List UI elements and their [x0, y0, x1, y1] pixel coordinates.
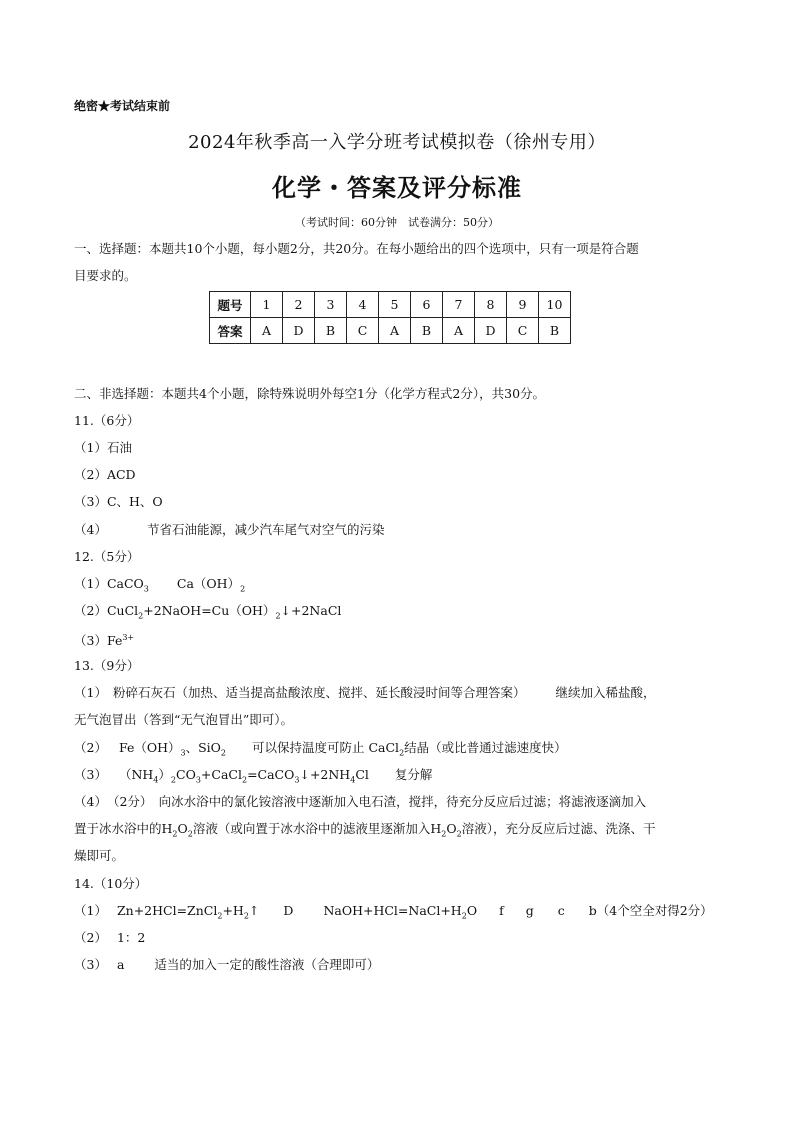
formula-text: ↓+2NaCl	[280, 603, 342, 618]
table-cell: B	[539, 318, 571, 344]
answer-label: （3）	[74, 767, 107, 782]
exam-title: 2024年秋季高一入学分班考试模拟卷（徐州专用）	[188, 132, 606, 153]
subscript: 3	[143, 584, 149, 594]
answer-text: 适当的加入一定的酸性溶液（合理即可）	[154, 957, 380, 972]
formula-text: Fe	[106, 633, 123, 649]
subscript: 2	[243, 911, 249, 921]
subscript: 3	[195, 775, 201, 785]
table-cell: A	[443, 318, 475, 344]
table-row-label: 题号	[210, 292, 251, 318]
q13-answer-2	[74, 740, 567, 762]
answer-text: D	[283, 903, 294, 918]
answer-text: c	[557, 903, 565, 918]
q11-answer-4	[74, 522, 384, 538]
answer-label: （1）	[74, 903, 107, 918]
answer-label: （2）	[74, 740, 107, 755]
formula-text: O	[466, 903, 478, 918]
answer-text: 置于冰水浴中的H	[74, 821, 173, 836]
formula-text: Zn+2HCl=ZnCl	[116, 903, 218, 918]
exam-meta: （考试时间：60分钟 试卷满分：50分）	[295, 216, 499, 229]
answer-text: b（4个空全对得2分）	[588, 903, 713, 918]
formula-text: NaOH+HCl=NaCl+H	[323, 903, 462, 918]
subscript: 2	[170, 775, 176, 785]
table-cell: 10	[539, 292, 571, 318]
answer-text: 复分解	[394, 767, 433, 782]
q13-answer-4-line2	[74, 821, 655, 843]
subscript: 2	[399, 748, 405, 758]
formula-text: 、SiO	[185, 740, 221, 755]
q11-title: 11.（6分）	[74, 413, 140, 428]
table-cell: 7	[443, 292, 475, 318]
answer-label: （3）	[74, 633, 107, 649]
subscript: 4	[350, 775, 356, 785]
document-subtitle: 化学・答案及评分标准	[272, 174, 522, 202]
table-cell: A	[379, 318, 411, 344]
formula-text: ）	[158, 767, 171, 782]
subscript: 3	[294, 775, 300, 785]
answer-text: f	[499, 903, 504, 918]
table-row-label: 答案	[210, 318, 251, 344]
answer-label: （4）	[74, 522, 107, 537]
table-cell: 8	[475, 292, 507, 318]
q11-answer-2: （2）ACD	[74, 467, 136, 482]
subscript: 2	[172, 829, 178, 839]
subscript: 2	[217, 911, 223, 921]
formula-text: CaCO	[106, 576, 144, 591]
answer-text: 粉碎石灰石（加热、适当提高盐酸浓度、搅拌、延长酸浸时间等合理答案）	[112, 685, 526, 700]
section1-heading-line1: 一、选择题：本题共10个小题，每小题2分，共20分。在每小题给出的四个选项中，只有一项是符合题	[74, 241, 639, 256]
table-cell: 9	[507, 292, 539, 318]
formula-text: ↑	[248, 903, 260, 918]
q13-answer-1-line2: 无气泡冒出（答到“无气泡冒出”即可）。	[74, 712, 294, 727]
formula-text: CO	[176, 767, 196, 782]
answer-label: （2）	[74, 603, 107, 618]
table-cell: C	[347, 318, 379, 344]
formula-text: （NH	[118, 767, 154, 782]
subscript: 2	[275, 611, 281, 621]
answer-text: 节省石油能源，减少汽车尾气对空气的污染	[146, 522, 385, 537]
q12-answer-3	[74, 630, 134, 649]
answer-text: g	[525, 903, 534, 918]
formula-text: =CaCO	[247, 767, 295, 782]
formula-text: O	[177, 821, 188, 836]
q12-answer-1	[74, 576, 245, 598]
answer-text: 溶液（或向置于冰水浴中的滤液里逐渐加入H	[192, 821, 442, 836]
subscript: 2	[456, 829, 462, 839]
q14-answer-1	[74, 903, 713, 925]
subscript: 2	[241, 775, 248, 785]
subscript: 2	[187, 829, 193, 839]
table-cell: B	[315, 318, 347, 344]
formula-text: Ca（OH）	[176, 576, 241, 591]
q13-answer-4-line3: 燥即可。	[74, 848, 125, 863]
subscript: 2	[220, 748, 226, 758]
table-cell: D	[283, 318, 315, 344]
q13-title: 13.（9分）	[74, 658, 140, 673]
q12-answer-2	[74, 603, 341, 625]
q13-answer-4-line1: （4） （2分） 向冰水浴中的氯化铵溶液中逐渐加入电石渣，搅拌，待充分反应后过滤；将滤液逐滴加入	[74, 794, 647, 809]
table-cell: C	[507, 318, 539, 344]
formula-text: ↓+2NH	[299, 767, 351, 782]
section1-heading-line2: 目要求的。	[74, 268, 137, 283]
table-cell: D	[475, 318, 507, 344]
confidential-label: 绝密★考试结束前	[74, 99, 171, 113]
answer-label: （3）	[74, 957, 107, 972]
formula-text: Fe（OH）	[118, 740, 181, 755]
answer-text: 溶液），充分反应后过滤、洗涤、干	[461, 821, 656, 836]
formula-text: Cl	[355, 767, 369, 782]
section2-heading: 二、非选择题：本题共4个小题，除特殊说明外每空1分（化学方程式2分），共30分。	[74, 386, 546, 401]
answer-text: 结晶（或比普通过滤速度快）	[404, 740, 567, 755]
table-cell: 4	[347, 292, 379, 318]
table-cell: 2	[283, 292, 315, 318]
table-cell: B	[411, 318, 443, 344]
formula-text: +H	[222, 903, 244, 918]
formula-text: +CaCl	[200, 767, 242, 782]
answer-text: 1：2	[116, 930, 146, 945]
answer-text: 继续加入稀盐酸，	[555, 685, 656, 700]
table-cell: A	[251, 318, 283, 344]
q11-answer-1: （1）石油	[74, 440, 132, 455]
answer-label: （1）	[74, 685, 107, 700]
subscript: 3	[180, 748, 186, 758]
superscript: 3+	[122, 633, 135, 642]
subscript: 2	[461, 911, 467, 921]
q13-answer-3	[74, 767, 432, 789]
q14-title: 14.（10分）	[74, 876, 148, 891]
table-cell: 1	[251, 292, 283, 318]
table-cell: 3	[315, 292, 347, 318]
q14-answer-3	[74, 957, 379, 973]
formula-text: +2NaOH=Cu（OH）	[143, 603, 276, 618]
answer-table-row-numbers	[210, 292, 571, 318]
q13-answer-1-line1	[74, 685, 655, 701]
subscript: 2	[240, 584, 246, 594]
answer-text: a	[116, 957, 125, 972]
answer-table-row-answers	[210, 318, 571, 344]
subscript: 2	[441, 829, 447, 839]
q11-answer-3: （3）C、H、O	[74, 494, 163, 509]
table-cell: 5	[379, 292, 411, 318]
q14-answer-2	[74, 930, 145, 946]
subscript: 4	[153, 775, 159, 785]
answer-label: （1）	[74, 576, 107, 591]
table-cell: 6	[411, 292, 443, 318]
formula-text: CuCl	[106, 603, 139, 618]
answer-table	[209, 291, 571, 344]
answer-text: 可以保持温度可防止 CaCl	[252, 740, 400, 755]
subscript: 2	[138, 611, 144, 621]
formula-text: O	[446, 821, 457, 836]
answer-label: （2）	[74, 930, 107, 945]
q12-title: 12.（5分）	[74, 549, 140, 564]
